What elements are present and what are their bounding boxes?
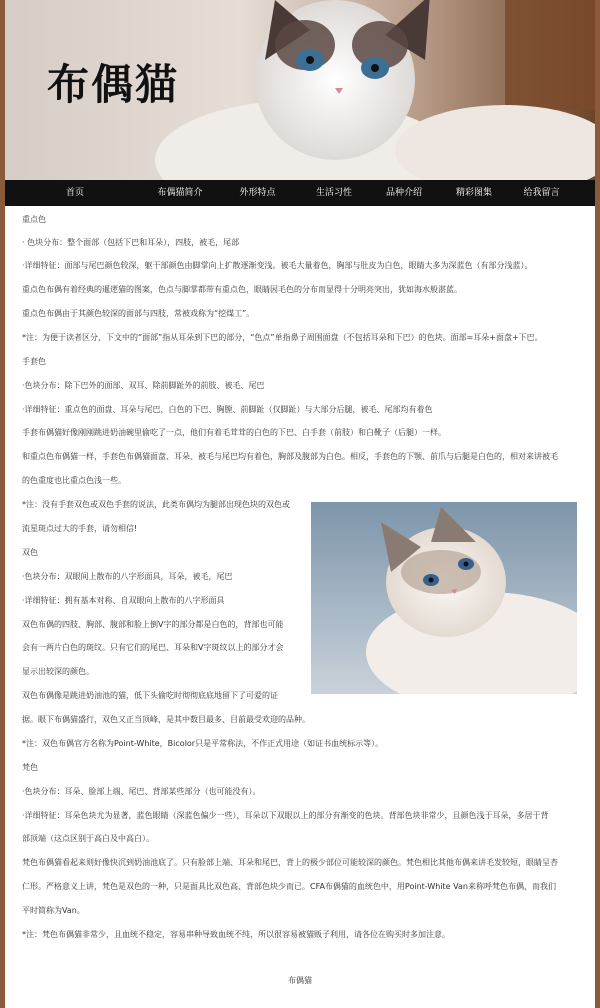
section-heading: 双色: [22, 548, 38, 557]
paragraph: ·详细特征：耳朵色块尤为显著，蓝色眼睛（深蓝色偏少一些），耳朵以下双眼以上的部分有渐变的色块。背部色块非常少，且颜色浅于耳朵，多居于背: [22, 811, 549, 820]
nav-item-message[interactable]: 给我留言: [523, 188, 560, 198]
paragraph: 会有一两片白色的斑纹。只有它们的尾巴、耳朵和V字斑纹以上的部分才会: [22, 643, 284, 652]
paragraph: 平时简称为Van。: [22, 906, 85, 915]
paragraph: 和重点色布偶猫一样，手套色布偶猫面盘、耳朵、被毛与尾巴均有着色，胸部及腹部为白色。相反，手套色的下颚、前爪与后腿是白色的，相对来讲被毛: [22, 452, 558, 461]
note: *注：梵色布偶猫非常少，且血统不稳定，容易串种导致血统不纯，所以很容易被猫贩子利用，请各位在购买时多加注意。: [22, 930, 450, 939]
nav-item-intro[interactable]: 布偶猫简介: [157, 188, 203, 198]
section-heading: 重点色: [22, 215, 46, 224]
nav-item-breeds[interactable]: 品种介绍: [385, 188, 422, 198]
nav-item-habits[interactable]: 生活习性: [315, 188, 352, 198]
paragraph: ·详细特征：拥有基本对称、自双眼向上散布的八字形面具: [22, 596, 225, 605]
paragraph: ·色块分布：除下巴外的面部、双耳、除前脚趾外的前肢、被毛、尾巴: [22, 381, 265, 390]
paragraph: 据。眼下布偶猫盛行，双色又正当顶峰，是其中数目最多、目前最受欢迎的品种。: [22, 715, 310, 724]
paragraph: 部顶端（这点区别于高白及中高白）。: [22, 834, 154, 843]
nav-item-home[interactable]: 首页: [65, 188, 84, 198]
nav-item-appearance[interactable]: 外形特点: [239, 188, 276, 198]
nav-item-gallery[interactable]: 精彩图集: [455, 188, 492, 198]
note: *注：没有手套双色或双色手套的说法，此类布偶均为腿部出现色块的双色或: [22, 500, 290, 509]
paragraph: 重点色布偶由于其颜色较深的面部与四肢，常被戏称为“挖煤工”。: [22, 309, 255, 318]
paragraph: ·详细特征：重点色的面盘、耳朵与尾巴，白色的下巴、胸膛、前脚趾（仅脚趾）与大部分后腿，被毛、尾部均有着色: [22, 405, 433, 414]
paragraph: 重点色布偶有着经典的暹逻猫的图案，色点与脚掌都带有重点色，眼睛因毛色的分布而显得十分明亮突出，犹如海水般湛蓝。: [22, 285, 462, 294]
note: *注：双色布偶官方名称为Point-White，Bicolor只是平常称法，不作正式用途（如证书血统标示等）。: [22, 739, 384, 748]
footer: 布偶猫: [288, 976, 312, 985]
main-nav: [5, 180, 595, 206]
page-frame: [5, 0, 595, 1008]
paragraph: 仁形。严格意义上讲，梵色是双色的一种，只是面具比双色高、背部色块少而已。CFA布偶猫的血统色中，用Point-White Van来称呼梵色布偶，而我们: [22, 882, 556, 891]
section-heading: 梵色: [22, 763, 38, 772]
paragraph: 显示出较深的颜色。: [22, 667, 94, 676]
paragraph: 的色重度也比重点色浅一些。: [22, 476, 126, 485]
paragraph: 梵色布偶猫看起来则好像快沉到奶油池底了。只有脸部上端、耳朵和尾巴，背上的极少部位可能较深的颜色。梵色相比其他布偶来讲毛发较短，眼睛呈杏: [22, 858, 558, 867]
note: *注：为便于读者区分，下文中的“面部”指从耳朵到下巴的部分，“色点”单指鼻子周围面盘（不包括耳朵和下巴）的色块。面部=耳朵+面盘+下巴。: [22, 333, 543, 342]
paragraph: ·色块分布：双眼间上散布的八字形面具，耳朵，被毛，尾巴: [22, 572, 233, 581]
paragraph: ·详细特征：面部与尾巴颜色较深，躯干部颜色由脚掌向上扩散逐渐变浅。被毛大量着色，胸部与肚皮为白色，眼睛大多为深蓝色（有部分浅蓝）。: [22, 261, 533, 270]
paragraph: 双色布偶的四肢、胸部、腹部和脸上倒V字的部分都是白色的，背部也可能: [22, 620, 284, 629]
site-title: 布偶猫: [47, 60, 180, 109]
paragraph: 双色布偶像是跳进奶油池的猫，低下头偷吃时彻彻底底地留下了可爱的证: [22, 691, 278, 700]
paragraph: · 色块分布：整个面部（包括下巴和耳朵），四肢，被毛，尾部: [22, 238, 240, 247]
note: 流星斑点过大的手套，请勿相信!: [22, 524, 138, 533]
ragdoll-kitten-photo: [311, 502, 577, 694]
paragraph: ·色块分布：耳朵、脸部上端、尾巴、背部某些部分（也可能没有）。: [22, 787, 261, 796]
paragraph: 手套布偶猫好像刚刚跳进奶油碗里偷吃了一点，他们有着毛茸茸的白色的下巴、白手套（前肢）和白靴子（后腿）一样。: [22, 428, 446, 437]
header-banner: [5, 0, 595, 180]
section-heading: 手套色: [22, 357, 46, 366]
